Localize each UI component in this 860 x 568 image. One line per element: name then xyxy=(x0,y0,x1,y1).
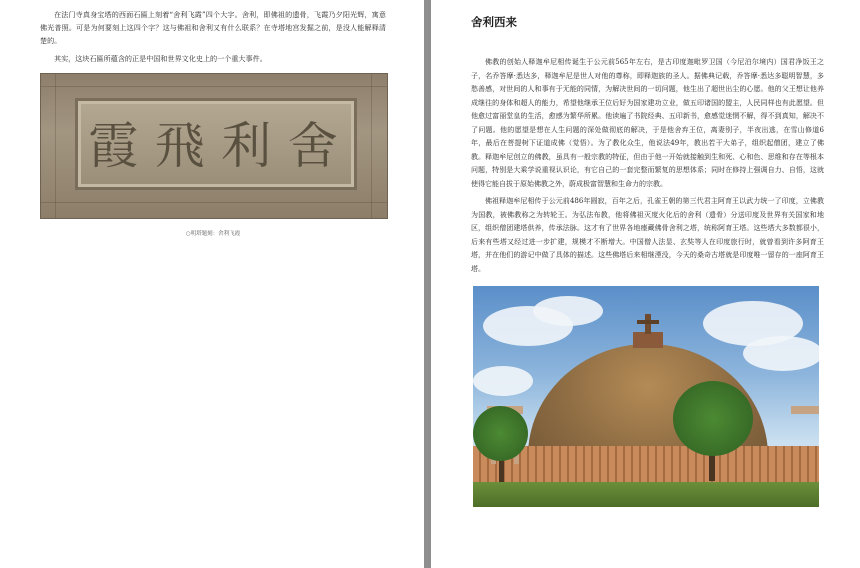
plaque-char: 霞 xyxy=(88,116,141,175)
stone-plaque-photo xyxy=(40,73,388,219)
stupa-spire xyxy=(645,314,651,334)
plaque-char: 舍 xyxy=(287,116,340,175)
tree xyxy=(473,406,528,461)
plaque-char: 飛 xyxy=(154,116,207,175)
left-paragraph-1: 在法门寺真身宝塔的西面石匾上刻着“舍利飞霞”四个大字。舍利，即佛祖的遗骨，飞霞乃夕阳光辉，寓意佛光普照。可是为何要刻上这四个字？这与佛祖和舍利又有什么联系？在寺塔地宫发掘之前，是没人能解释清楚的。 xyxy=(40,10,386,46)
tree xyxy=(673,381,753,456)
left-paragraph-2: 其实，这块石匾所蕴含的正是中国和世界文化史上的一个重大事件。 xyxy=(54,53,267,63)
plaque-char: 利 xyxy=(221,116,274,175)
chapter-title: 舍利西来 xyxy=(471,15,517,29)
sanchi-stupa-photo xyxy=(473,286,819,507)
stupa-railing xyxy=(473,446,819,484)
page-gutter xyxy=(424,0,431,568)
right-page xyxy=(431,0,860,568)
left-page xyxy=(0,0,424,568)
stupa-harmika xyxy=(633,332,663,348)
right-paragraph-1: 佛教的创始人释迦牟尼相传诞生于公元前565年左右，是古印度迦毗罗卫国（今尼泊尔境内）国君净饭王之子，名乔答摩·悉达多，释迦牟尼是世人对他的尊称，即释迦族的圣人。据佛典记载，乔答摩·悉达多聪明智慧，多愁善感，对世间的人和事有于无能的同情，为解决世间的一切问题，他生出了超世出尘的心愿。他的父王想让他养成继往的身体和超人的能力，希望他继承王位后好为国家建功立业，做五印诸国的盟主，人民同样也有此愿望。但他愈过富丽堂皇的生活，愈感为繁华所累。他读遍了书院经典、五印新书，愈感觉迷惘不解，得不到真知，解决不了问题。他的愿望是想在人生问题的深处做彻底的解决，于是他舍弃王位，离妻别子，半夜出逃，在雪山修道6年，最后在菩提树下证道成佛（觉悟）。为了教化众生，他说法49年，教出若干大弟子，组织起僧团，建立了佛教。释迦牟尼创立的佛教，虽具有一般宗教的特征，但由于他一开始就接触到生和死、心和色、思维和存在等根本问题，特别是大乘学说重视认识论，有它自己的一套完整而繁复的思想体系；同时在修持上强调自力、自悟，这就使得它能自拔于原始佛教之外，蔚成极富智慧和生命力的宗教。 xyxy=(471,58,824,188)
right-paragraph-2: 佛祖释迦牟尼相传于公元前486年圆寂，百年之后，孔雀王朝的第三代君主阿育王以武力统一了印度，立佛教为国教，被佛教称之为转轮王。为弘法布教，他将佛祖灭度火化后的舍利（遗骨）分送印度及世界有关国家和地区，组织僧团建塔供养，传承法脉。这才有了世界各地瘗藏佛骨舍利之塔，统称阿育王塔。这些塔大多数都很小，后来有些塔又经过进一步扩建，规模才不断增大。中国僧人法显、玄奘等人在印度旅行时，就曾看到许多阿育王塔，并在他们的游记中做了具体的描述。这些佛塔后来相继湮没，今天的桑奇古塔就是印度唯一留存的一座阿育王塔。 xyxy=(471,197,824,273)
grass xyxy=(473,482,819,507)
plaque-inscription xyxy=(81,106,347,178)
photo-caption: ○明塔题刻：舍利飞霞 xyxy=(185,230,241,237)
